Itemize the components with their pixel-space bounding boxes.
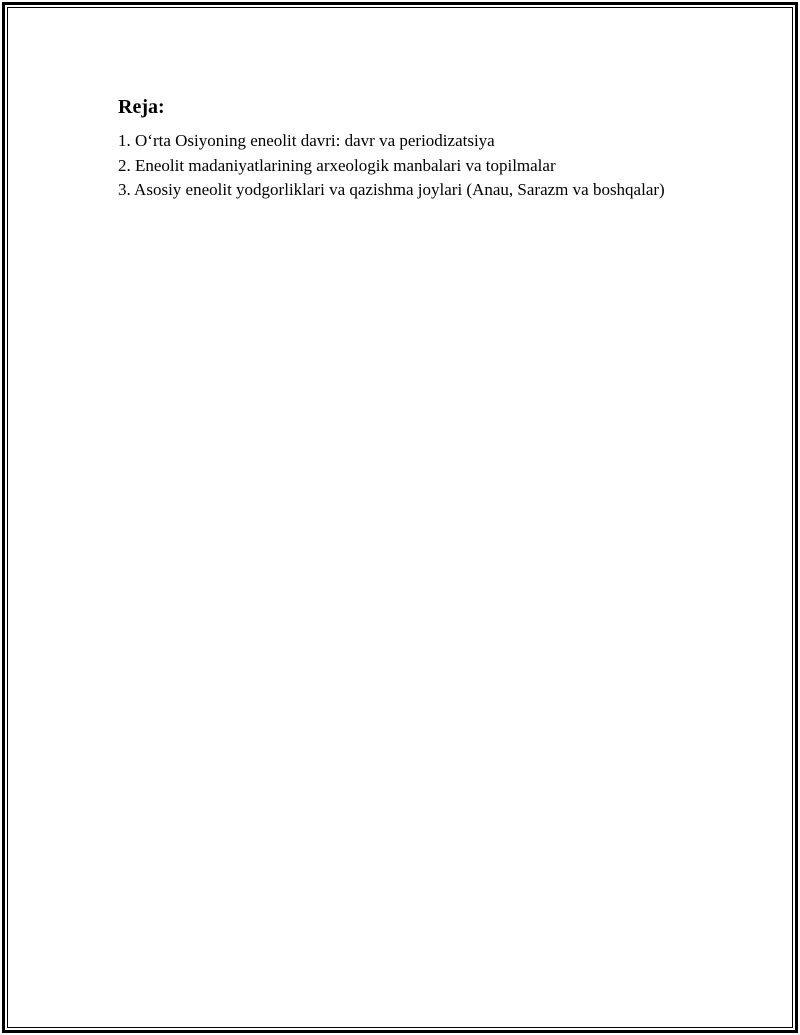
page-content bbox=[118, 93, 678, 203]
plan-list bbox=[118, 129, 678, 203]
plan-item-3: 3. Asosiy eneolit yodgorliklari va qazishma joylari (Anau, Sarazm va boshqalar) bbox=[118, 180, 665, 199]
plan-item-1: 1. O‘rta Osiyoning eneolit davri: davr va periodizatsiya bbox=[118, 131, 495, 150]
plan-title: Reja: bbox=[118, 96, 165, 118]
plan-item-2: 2. Eneolit madaniyatlarining arxeologik manbalari va topilmalar bbox=[118, 155, 556, 175]
